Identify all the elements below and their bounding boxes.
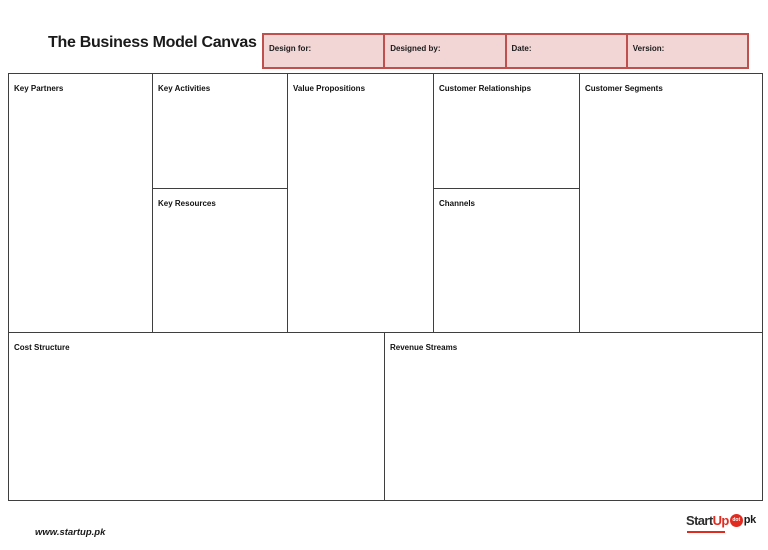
key-partners-cell [8,73,153,333]
customer-relationships-label: Customer Relationships [439,84,532,93]
logo-up-text: Up [712,513,729,528]
logo-underline [687,531,725,533]
designed-by-label: Designed by: [390,44,441,53]
key-resources-label: Key Resources [158,199,216,208]
revenue-streams-cell [384,332,763,501]
key-partners-label: Key Partners [14,84,64,93]
website-url: www.startup.pk [35,527,106,538]
design-for-label: Design for: [269,44,312,53]
header-fields-row [262,33,749,69]
cost-structure-cell [8,332,385,501]
version-label: Version: [632,44,665,53]
designed-by-field [383,33,506,69]
revenue-streams-label: Revenue Streams [390,343,458,352]
date-field [505,33,628,69]
logo-dot-circle-icon [730,514,743,527]
logo-start-text: Start [686,513,713,528]
canvas-grid [8,73,763,501]
page-title: The Business Model Canvas [48,34,257,51]
customer-segments-label: Customer Segments [585,84,663,93]
key-activities-label: Key Activities [158,84,211,93]
customer-relationships-cell [433,73,580,189]
channels-cell [433,188,580,333]
cost-structure-label: Cost Structure [14,343,70,352]
logo-dot-text: dot [732,517,741,523]
value-propositions-cell [287,73,434,333]
channels-label: Channels [439,199,476,208]
logo-pk-text: pk [743,514,756,526]
value-propositions-label: Value Propositions [293,84,366,93]
key-activities-cell [152,73,288,189]
customer-segments-cell [579,73,763,333]
date-label: Date: [511,44,532,53]
key-resources-cell [152,188,288,333]
version-field [626,33,749,69]
startup-pk-logo [686,514,756,527]
design-for-field [262,33,385,69]
